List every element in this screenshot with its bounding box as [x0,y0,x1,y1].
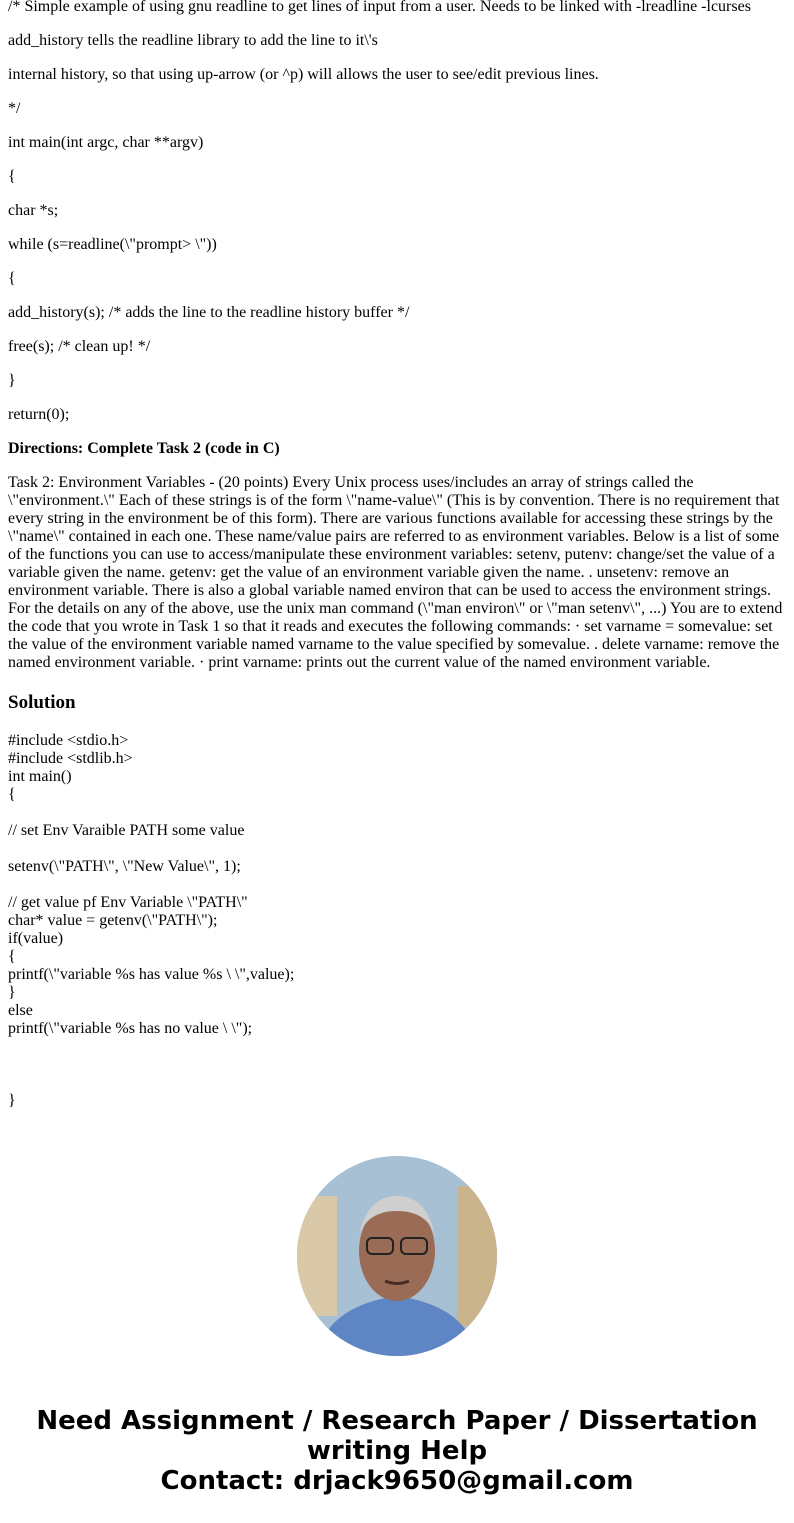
footer-help-text: Need Assignment / Research Paper / Dissertation writing Help [36,1406,758,1466]
intro-line: { [8,270,16,287]
intro-line: int main(int argc, char **argv) [8,134,204,151]
footer-contact [8,1406,786,1496]
footer-email: Contact: drjack9650@gmail.com [160,1466,634,1496]
solution-code: #include <stdio.h> #include <stdlib.h> int main() { // set Env Varaible PATH some value setenv(\"PATH\", \"New Value\", 1); // get value pf Env Variable \"PATH\" char* value = getenv(\"PATH\"); if(value) { printf(\"variable %s has value %s \ \",value); } else printf(\"variable %s has no value \ \"); } [8,732,295,1109]
intro-line: free(s); /* clean up! */ [8,338,151,355]
directions [8,440,786,458]
directions-text: Directions: Complete Task 2 (code in C) [8,440,280,457]
author-avatar [297,1156,497,1356]
intro-line: while (s=readline(\"prompt> \")) [8,236,217,253]
intro-line: add_history tells the readline library to add the line to it\'s [8,32,378,49]
solution-heading: Solution [8,692,76,713]
intro-line: /* Simple example of using gnu readline to get lines of input from a user. Needs to be linked with -lreadline -lcurses [8,0,751,15]
intro-line: return(0); [8,406,70,423]
intro-code [8,0,786,424]
task-description: Task 2: Environment Variables - (20 points) Every Unix process uses/includes an array of strings called the \"environment.\" Each of these strings is of the form \"name-value\" (This is by convention. There is no requirement that every string in the environment be of this form). There are various functions available for accessing these strings by the \"name\" contained in each one. These name/value pairs are referred to as environment variables. Below is a list of some of the functions you can use to access/manipulate these environment variables: setenv, putenv: change/set the value of a variable given the name. getenv: get the value of an environment variable given the name. . unsetenv: remove an environment variable. There is also a global variable named environ that can be used to access the environment strings. For the details on any of the above, use the unix man command (\"man environ\" or \"man setenv\", ...) You are to extend the code that you wrote in Task 1 so that it reads and executes the following commands: · set varname = somevalue: set the value of the environment variable named varname to the value specified by somevalue. . delete varname: remove the named environment variable. · print varname: prints out the current value of the named environment variable. [8,474,783,671]
avatar-photo-icon [297,1156,497,1356]
intro-line: char *s; [8,202,59,219]
intro-line: } [8,372,16,389]
intro-line: add_history(s); /* adds the line to the readline history buffer */ [8,304,410,321]
intro-line: { [8,168,16,185]
intro-line: */ [8,100,21,117]
intro-line: internal history, so that using up-arrow (or ^p) will allows the user to see/edit previous lines. [8,66,599,83]
